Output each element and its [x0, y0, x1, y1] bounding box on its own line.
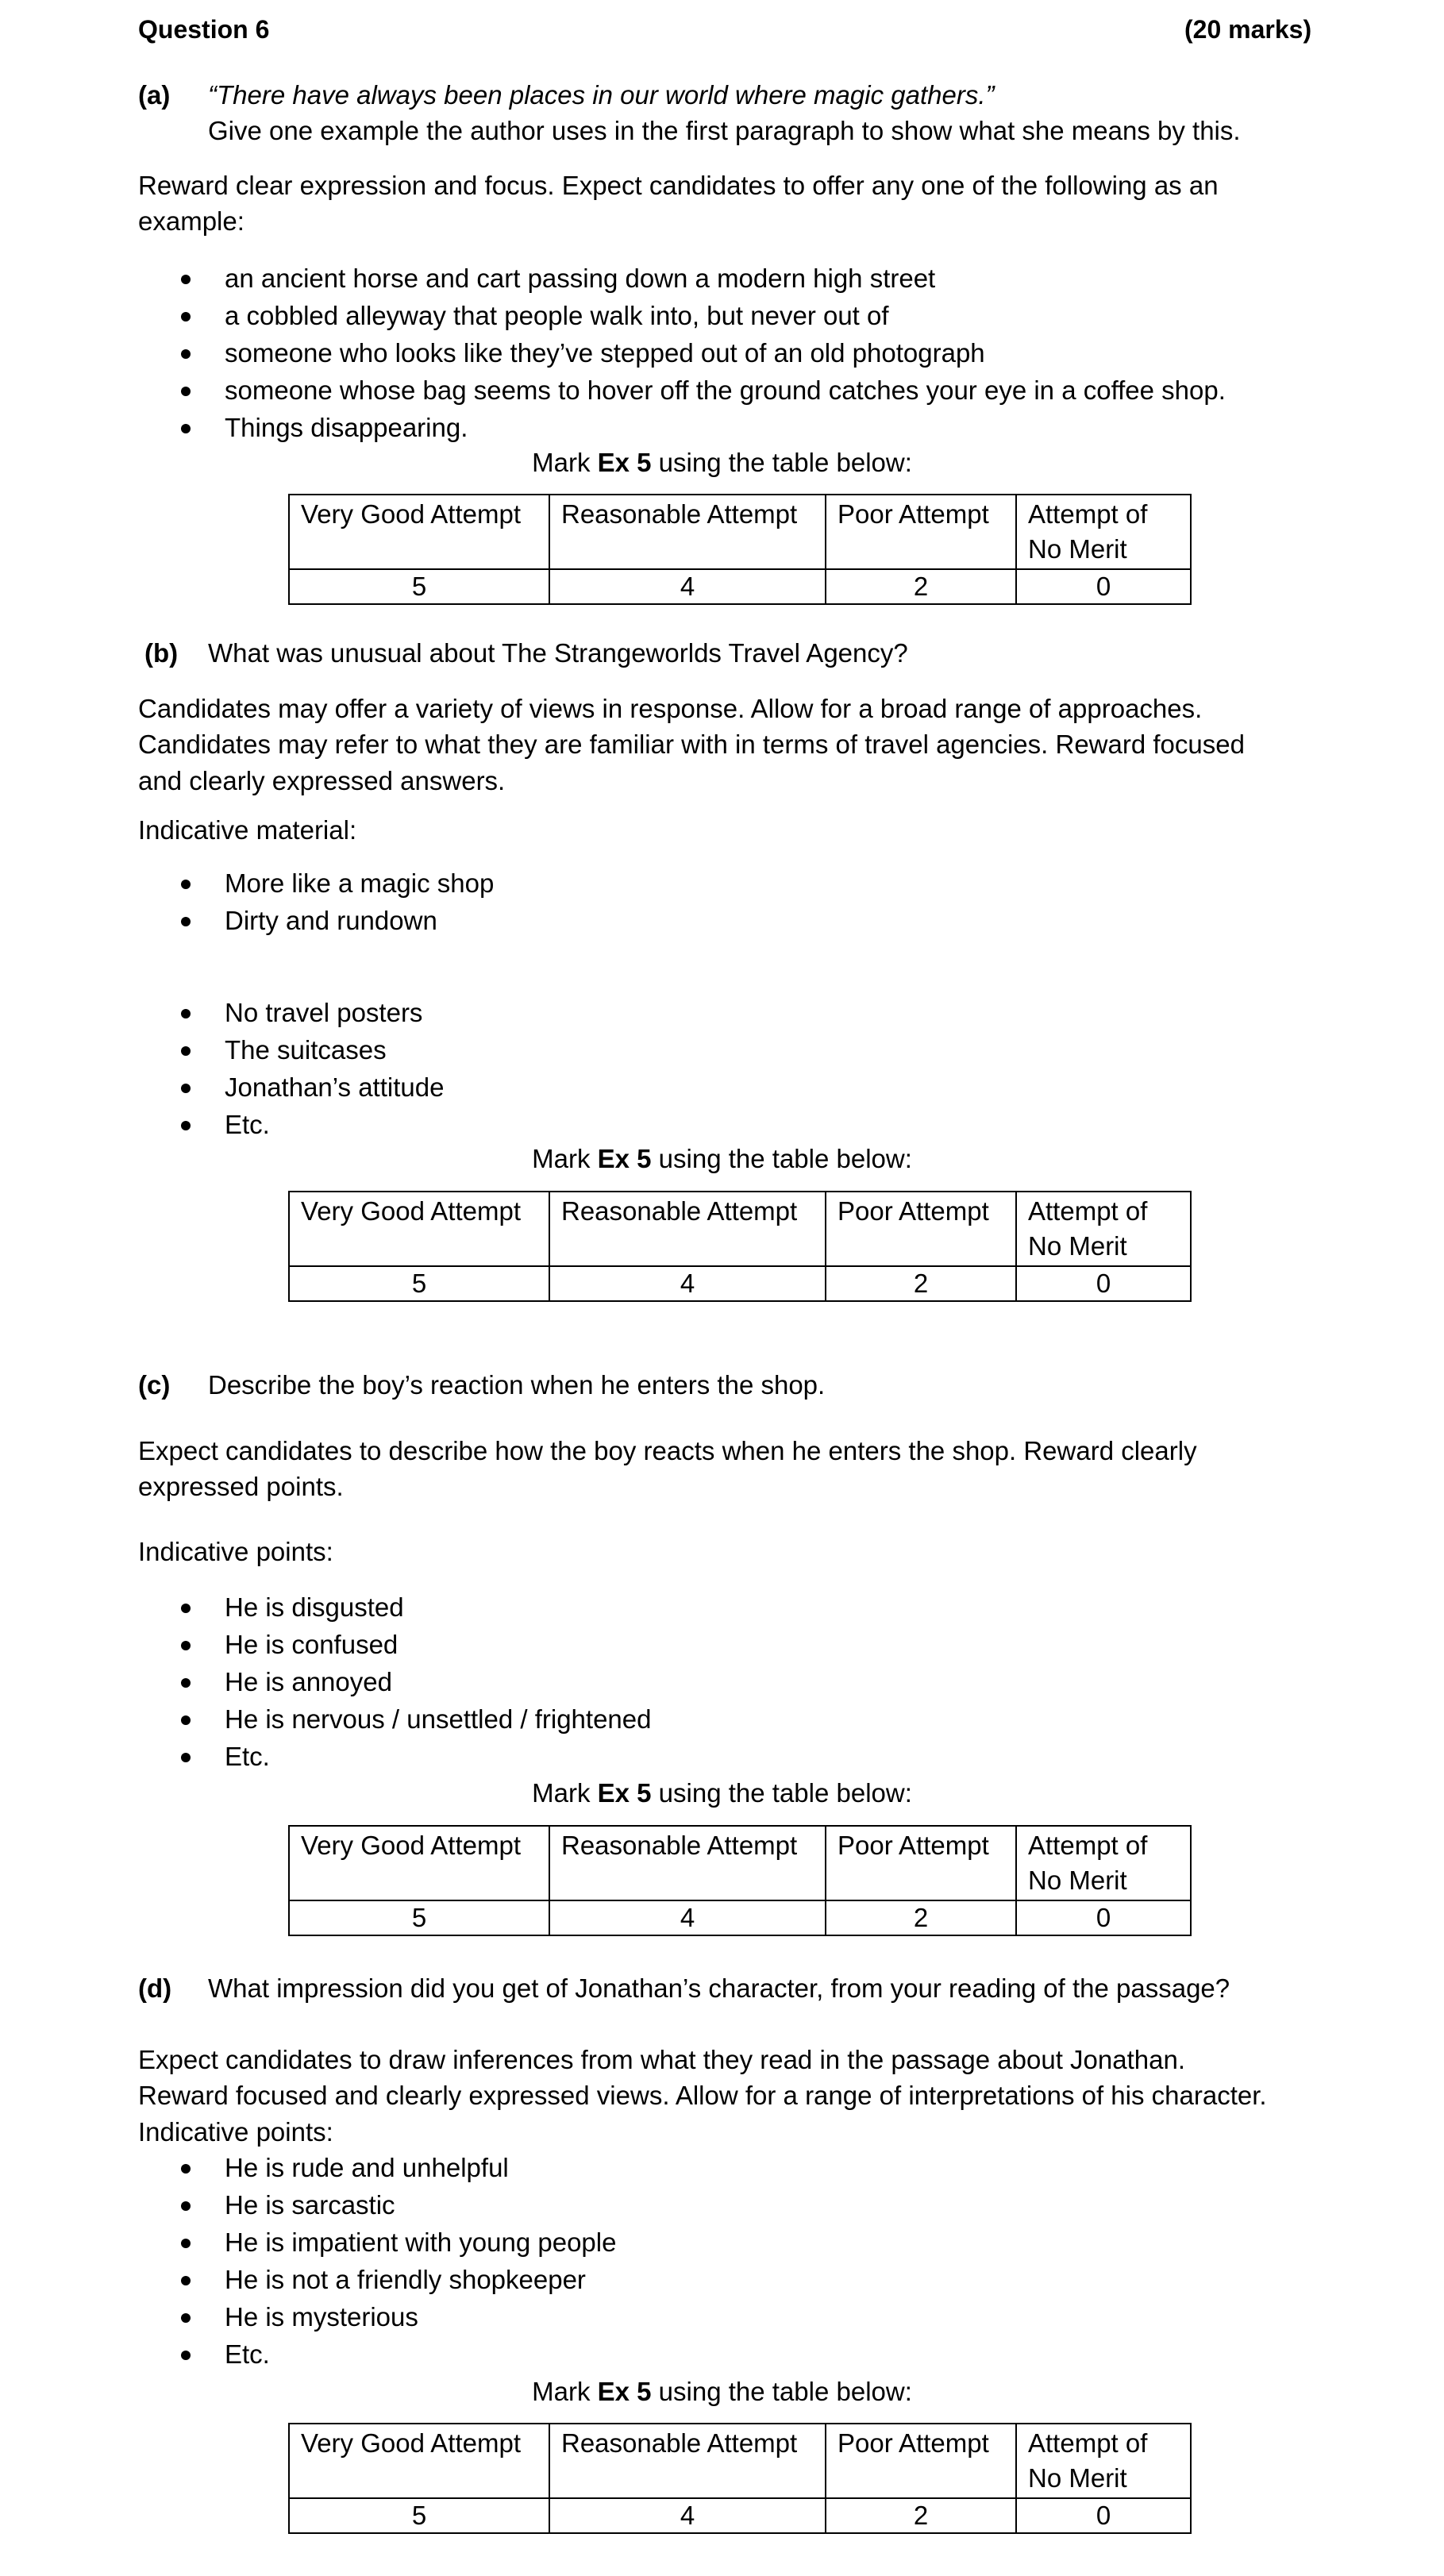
table-cell: 0 — [1016, 1266, 1191, 1301]
part-b-guidance-line1: Candidates may offer a variety of views in response. Allow for a broad range of approaches. — [138, 694, 1203, 723]
table-cell: 4 — [549, 569, 826, 604]
table-header-cell: Very Good Attempt — [289, 495, 549, 569]
table-header-row — [289, 1826, 1191, 1900]
table-header-cell: Attempt of No Merit — [1016, 1826, 1191, 1900]
table-header-cell: Reasonable Attempt — [549, 495, 826, 569]
table-header-cell: Poor Attempt — [826, 1192, 1016, 1266]
table-cell: 4 — [549, 2498, 826, 2533]
bullet-icon — [181, 1009, 191, 1018]
mark-instruction: Mark Ex 5 using the table below: — [532, 1778, 912, 1808]
bullet-icon — [181, 275, 191, 284]
part-a-guidance-line2: example: — [138, 206, 245, 236]
mark-table — [288, 2423, 1192, 2534]
bullet-icon — [181, 387, 191, 396]
bullet-icon — [181, 880, 191, 889]
table-cell: 2 — [826, 1900, 1016, 1935]
table-cell: 0 — [1016, 1900, 1191, 1935]
table-header-cell: Very Good Attempt — [289, 1826, 549, 1900]
table-cell: 5 — [289, 1266, 549, 1301]
part-a-quote: “There have always been places in our world where magic gathers.” — [208, 80, 995, 110]
mark-table — [288, 494, 1192, 605]
marking-scheme-page: Question 6 (20 marks) (a) “There have always been places in our world where magic gathers.” Give one example the author uses in the first paragraph to show what she means by this. Reward clear expression and focus. Expect candidates to offer any one of the following as an example: an ancient horse and cart passing down a modern high street a cobbled alleyway that people walk into, but never out of someone who looks like they’ve stepped out of an old photograph someone whose bag seems to hover off the ground catches your eye in a coffee shop. Things disappearing. Mark Ex 5 using the table below: Very Good Attempt Reasonable Attempt Poor Attempt Attempt of No Merit 5 4 2 0 (b) What was unusual about The Strangeworlds Travel Agency? Candidates may offer a variety of views in response. Allow for a broad range of approaches. Candidates may refer to what they are familiar with in terms of travel agencies. Reward focused and clearly expressed answers. Indicative material: More like a magic shop Dirty and rundown No travel posters The suitcases Jonathan’s attitude Etc. Mark Ex 5 using the table below: Very Good Attempt Reasonable Attempt Poor Attempt Attempt of No Merit 5 4 2 0 (c) Describe the boy’s reaction when he enters the shop. Expect candidates to describe how the boy reacts when he enters the shop. Reward clearly expressed points. Indicative points: He is disgusted He is confused He is annoyed He is nervous / unsettled / frightened Etc. Mark Ex 5 using the table below: Very Good Attempt Reasonable Attempt Poor Attempt Attempt of No Merit 5 4 2 0 (d) What impression did you get of Jonathan’s character, from your reading of the passage? Expect candidates to draw inferences from what they read in the passage about Jonathan. Reward focused and clearly expressed views. Allow for a range of interpretations of his character. Indicative points: He is rude and unhelpful He is sarcastic He is impatient with young people He is not a friendly shopkeeper He is mysterious Etc. Mark Ex 5 using the table below: Very Good Attempt Reasonable Attempt Poor Attempt Attempt of No Merit 5 4 2 0 — [0, 0, 1444, 2576]
bullet-icon — [181, 1715, 191, 1725]
table-header-cell: Poor Attempt — [826, 1826, 1016, 1900]
bullet-icon — [181, 2313, 191, 2323]
table-cell: 5 — [289, 569, 549, 604]
table-cell: 2 — [826, 1266, 1016, 1301]
table-header-row — [289, 1192, 1191, 1266]
table-row — [289, 2498, 1191, 2533]
part-d-indicative: Indicative points: — [138, 2117, 333, 2147]
mark-instruction: Mark Ex 5 using the table below: — [532, 448, 912, 477]
table-header-cell: Reasonable Attempt — [549, 1826, 826, 1900]
bullet-icon — [181, 349, 191, 359]
table-header-cell: Reasonable Attempt — [549, 1192, 826, 1266]
part-a-label: (a) — [138, 80, 171, 110]
part-d-label: (d) — [138, 1973, 172, 2003]
bullet-icon — [181, 1121, 191, 1130]
bullet-icon — [181, 1678, 191, 1688]
table-row — [289, 569, 1191, 604]
table-header-cell: Very Good Attempt — [289, 1192, 549, 1266]
table-header-cell: Very Good Attempt — [289, 2424, 549, 2498]
part-c-label: (c) — [138, 1370, 171, 1400]
part-c-indicative: Indicative points: — [138, 1537, 333, 1566]
table-header-cell: Attempt of No Merit — [1016, 1192, 1191, 1266]
mark-table — [288, 1191, 1192, 1302]
question-heading: Question 6 — [138, 15, 270, 44]
table-header-cell: Poor Attempt — [826, 495, 1016, 569]
table-cell: 0 — [1016, 2498, 1191, 2533]
part-b-label: (b) — [144, 638, 179, 668]
bullet-icon — [181, 2276, 191, 2285]
table-cell: 5 — [289, 1900, 549, 1935]
part-b-question: What was unusual about The Strangeworlds Travel Agency? — [208, 638, 908, 668]
bullet-icon — [181, 2239, 191, 2248]
mark-instruction: Mark Ex 5 using the table below: — [532, 2377, 912, 2406]
table-cell: 4 — [549, 1900, 826, 1935]
part-a-guidance-line1: Reward clear expression and focus. Expect candidates to offer any one of the following as an — [138, 171, 1219, 200]
part-d-guidance-line1: Expect candidates to draw inferences from what they read in the passage about Jonathan. — [138, 2045, 1185, 2074]
bullet-icon — [181, 1641, 191, 1650]
part-c-guidance-line1: Expect candidates to describe how the boy reacts when he enters the shop. Reward clearly — [138, 1436, 1197, 1465]
bullet-icon — [181, 2164, 191, 2174]
bullet-icon — [181, 1084, 191, 1093]
part-d-question: What impression did you get of Jonathan’s character, from your reading of the passage? — [208, 1973, 1230, 2003]
part-c-guidance-line2: expressed points. — [138, 1472, 344, 1501]
table-cell: 2 — [826, 2498, 1016, 2533]
mark-table — [288, 1825, 1192, 1936]
table-cell: 2 — [826, 569, 1016, 604]
part-b-guidance-line2: Candidates may refer to what they are familiar with in terms of travel agencies. Reward focused — [138, 730, 1245, 759]
part-c-question: Describe the boy’s reaction when he enters the shop. — [208, 1370, 826, 1400]
table-row — [289, 1900, 1191, 1935]
bullet-icon — [181, 1046, 191, 1056]
table-header-cell: Attempt of No Merit — [1016, 495, 1191, 569]
bullet-icon — [181, 1604, 191, 1613]
bullet-icon — [181, 2351, 191, 2360]
table-cell: 0 — [1016, 569, 1191, 604]
table-header-row — [289, 495, 1191, 569]
bullet-icon — [181, 424, 191, 433]
mark-instruction: Mark Ex 5 using the table below: — [532, 1144, 912, 1173]
table-header-row — [289, 2424, 1191, 2498]
part-a-question: Give one example the author uses in the first paragraph to show what she means by this. — [208, 116, 1241, 145]
table-header-cell: Poor Attempt — [826, 2424, 1016, 2498]
table-cell: 4 — [549, 1266, 826, 1301]
part-d-guidance-line2: Reward focused and clearly expressed views. Allow for a range of interpretations of his character. — [138, 2081, 1267, 2110]
table-header-cell: Reasonable Attempt — [549, 2424, 826, 2498]
bullet-icon — [181, 1753, 191, 1762]
question-marks: (20 marks) — [1184, 15, 1312, 44]
table-cell: 5 — [289, 2498, 549, 2533]
bullet-icon — [181, 917, 191, 926]
part-b-indicative: Indicative material: — [138, 815, 357, 845]
table-row — [289, 1266, 1191, 1301]
bullet-icon — [181, 312, 191, 322]
table-header-cell: Attempt of No Merit — [1016, 2424, 1191, 2498]
part-b-guidance-line3: and clearly expressed answers. — [138, 766, 506, 795]
bullet-icon — [181, 2201, 191, 2211]
